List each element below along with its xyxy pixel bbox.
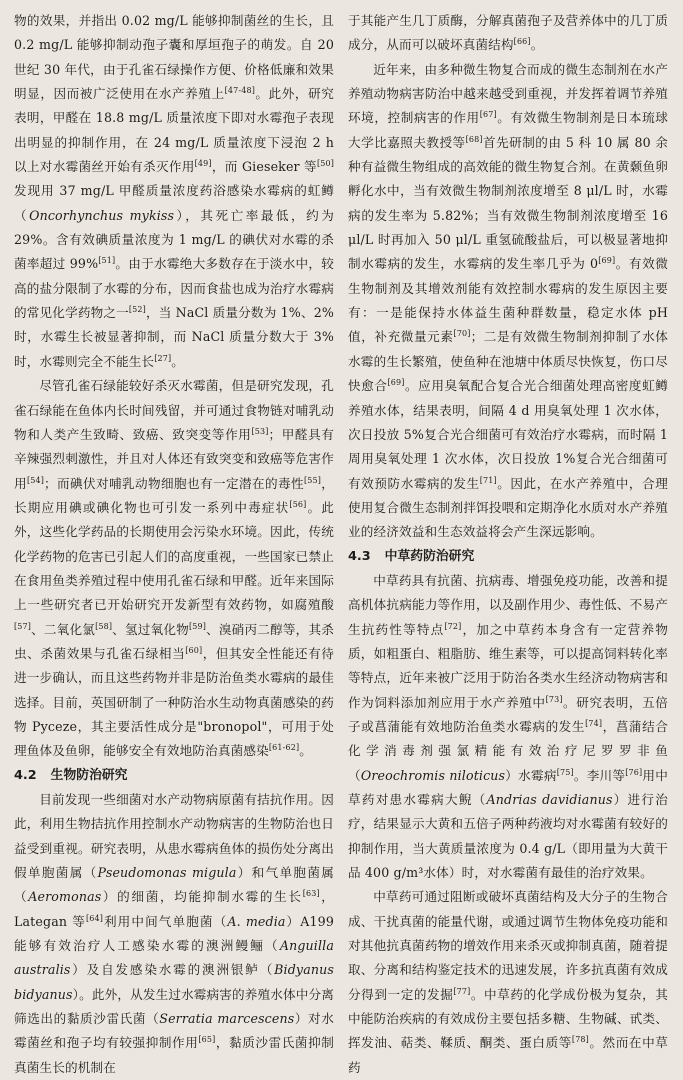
section-heading-4-3	[348, 545, 668, 569]
citation: [55]	[303, 475, 321, 485]
citation: [63]	[302, 889, 320, 899]
section-number: 4.2	[14, 767, 37, 783]
section-title: 中草药防治研究	[384, 548, 475, 564]
species-name: Oreochromis niloticus	[360, 767, 506, 783]
paragraph-chemical-hazards: 尽管孔雀石绿能较好杀灭水霉菌，但是研究发现，孔雀石绿能在鱼体内长时间残留，并可通过食物链对哺乳动物和人类产生致畸、致癌、致突变等作用[53]；甲醛具有辛辣强烈刺激性，并且对人体还有致突变和致癌等危害作用[54]；而碘伏对哺乳动物细胞也有一定潜在的毒性[55]，长期应用碘或碘化物也可引发一系列中毒症状[56]。此外，这些化学药品的长期使用会污染水环境。因此，传统化学药物的危害已引起人们的高度重视，一些国家已禁止在食用鱼类养殖过程中使用孔雀石绿和甲醛。近年来国际上一些研究者已开始研究开发新型有效药物，如腐殖酸[57]、二氧化氯[58]、氢过氧化物[59]、溴硝丙二醇等，其杀虫、杀菌效果与孔雀石绿相当[60]，但其安全性能还有待进一步确认，而且这些药物并非是防治鱼类水霉病的最佳选择。目前，英国研制了一种防治水生动物真菌感染的药物 Pyceze，其主要活性成分是"bronopol"，可用于处理鱼体及鱼卵，能够安全有效地防治真菌感染[61-62]。	[14, 378, 335, 759]
citation: [77]	[453, 986, 471, 996]
citation: [53]	[251, 426, 269, 436]
species-name: Serratia marcescens	[159, 1011, 295, 1027]
citation: [64]	[85, 913, 103, 923]
species-name: Anguilla australis	[14, 938, 334, 978]
citation: [71]	[479, 475, 497, 485]
citation: [60]	[185, 645, 203, 655]
citation: [51]	[98, 256, 116, 266]
citation: [61-62]	[268, 743, 300, 753]
citation: [59]	[188, 621, 207, 631]
citation: [72]	[444, 621, 462, 631]
citation: [75]	[556, 767, 574, 777]
citation: [57]	[14, 621, 32, 631]
left-column	[14, 9, 335, 1075]
citation: [68]	[465, 134, 483, 144]
paragraph-herbal-medicine: 中草药具有抗菌、抗病毒、增强免疫功能，改善和提高机体抗病能力等作用，以及副作用少、毒性低、不易产生抗药性等特点[72]，加之中草药本身含有一定营养物质，如粗蛋白、粗脂肪、维生素等，可以提高饲料转化率等特点，近年来被广泛用于防治各类水生经济动物病害和作为饲料添加剂应用于水产养殖中[73]。研究表明，五倍子或菖蒲能有效地防治鱼类水霉病的发生[74]，菖蒲结合化学消毒剂强氯精能有效治疗尼罗罗非鱼（Oreochromis niloticus）水霉病[75]。李川等[76]用中草药对患水霉病大鲵（Andrias davidianus）进行治疗，结果显示大黄和五倍子两种药液均对水霉菌有较好的抑制作用，当大黄质量浓度为 0.4 g/L（即用量为大黄干品 400 g/m³水体）时，对水霉菌有最佳的治疗效果。	[348, 572, 669, 881]
paragraph-biological-control: 目前发现一些细菌对水产动物病原菌有拮抗作用。因此，利用生物拮抗作用控制水产动物病害的生物防治也日益受到重视。研究表明，从患水霉病鱼体的损伤处分离出假单胞菌属（Pseudomonas migula）和气单胞菌属（Aeromonas）的细菌，均能抑制水霉的生长[63]，Lategan 等[64]利用中间气单胞菌（A. media）A199 能够有效治疗人工感染水霉的澳洲鳗鲡（Anguilla australis）及自发感染水霉的澳洲银鲈（Bidyanus bidyanus）。此外，从发生过水霉病害的养殖水体中分离筛选出的黏质沙雷氏菌（Serratia marcescens）对水霉菌丝和孢子均有较强抑制作用[65]，黏质沙雷氏菌抑制真菌生长的机制在	[14, 792, 335, 1075]
citation: [27]	[154, 353, 172, 363]
citation: [56]	[289, 499, 307, 509]
citation: [66]	[513, 37, 531, 47]
species-name: Aeromonas	[28, 889, 102, 905]
citation: [78]	[571, 1035, 589, 1045]
citation: [74]	[585, 718, 603, 728]
citation: [49]	[194, 158, 212, 168]
species-name: Bidyanus bidyanus	[14, 962, 334, 1002]
right-column	[348, 9, 669, 1075]
citation: [70]	[453, 329, 471, 339]
species-name: A. media	[227, 913, 286, 929]
citation: [69]	[387, 377, 405, 387]
section-title: 生物防治研究	[50, 767, 128, 783]
citation: [67]	[479, 110, 497, 120]
paragraph-chitinase: 于其能产生几丁质酶，分解真菌孢子及营养体中的几丁质成分，从而可以破坏真菌结构[66]。	[348, 13, 668, 53]
citation: [47-48]	[224, 85, 255, 95]
species-name: Oncorhynchus mykiss	[29, 207, 175, 223]
citation: [58]	[95, 621, 113, 631]
citation: [50]	[316, 158, 334, 168]
citation: [54]	[27, 475, 45, 485]
section-heading-4-2	[14, 764, 334, 788]
section-number: 4.3	[348, 548, 371, 564]
citation: [69]	[598, 256, 616, 266]
paragraph-chemical-effects: 物的效果，并指出 0.02 mg/L 能够抑制菌丝的生长，且 0.2 mg/L 能够抑制动孢子囊和厚垣孢子的萌发。自 20 世纪 30 年代，由于孔雀石绿操作方便、价格低廉和效果明显，因而被广泛使用在水产养殖上[47-48]。此外，研究表明，甲醛在 18.8 mg/L 质量浓度下即对水霉孢子表现出明显的抑制作用，在 24 mg/L 质量浓度下浸泡 2 h 以上对水霉菌丝开始有杀灭作用[49]，而 Gieseker 等[50]发现用 37 mg/L 甲醛质量浓度药浴感染水霉病的虹鳟（Oncorhynchus mykiss），其死亡率最低，约为 29%。含有效碘质量浓度为 1 mg/L 的碘伏对水霉的杀菌率超过 99%[51]。由于水霉绝大多数存在于淡水中，较高的盐分限制了水霉的分布，因而食盐也成为治疗水霉病的常见化学药物之一[52]，当 NaCl 质量分数为 1%、2%时，水霉生长被显著抑制，而 NaCl 质量分数大于 3%时，水霉则完全不能生长[27]。	[14, 13, 334, 369]
paragraph-microecological-agents: 近年来，由多种微生物复合而成的微生态制剂在水产养殖动物病害防治中越来越受到重视，并发挥着调节养殖环境，控制病害的作用[67]。有效微生物制剂是日本琉球大学比嘉照夫教授等[68]首先研制的由 5 科 10 属 80 余种有益微生物组成的高效能的微生物复合剂。在黄颡鱼卵孵化水中，当有效微生物制剂浓度增至 8 μl/L 时，水霉病的发生率为 5.82%；当有效微生物制剂浓度增至 16 μl/L 时再加入 50 μl/L 重氢硫酸盐后，可以极显著地抑制水霉病的发生，水霉病的发生率几乎为 0[69]。有效微生物制剂及其增效剂能有效控制水霉病的发生原因主要有：一是能保持水体益生菌种群数量，稳定水体 pH 值，补充微量元素[70]；二是有效微生物制剂抑制了水体水霉的生长繁殖，使鱼种在池塘中体质尽快恢复，伤口尽快愈合[69]。应用臭氧配合复合光合细菌处理高密度虹鳟养殖水体，结果表明，间隔 4 d 用臭氧处理 1 次水体，次日投放 5%复合光合细菌可有效治疗水霉病，而时隔 1 周用臭氧处理 1 次水体，次日投放 1%复合光合细菌可有效预防水霉病的发生[71]。因此，在水产养殖中，合理使用复合微生态制剂拌饵投喂和定期净化水质对水产养殖业的经济效益和生态效益将会产生深远影响。	[348, 61, 669, 540]
citation: [52]	[128, 304, 146, 314]
citation: [73]	[545, 694, 563, 704]
species-name: Pseudomonas migula	[97, 865, 237, 881]
citation: [76]	[625, 767, 643, 777]
species-name: Andrias davidianus	[486, 792, 613, 807]
paragraph-herbal-mechanism: 中草药可通过阻断或破坏真菌结构及大分子的生物合成、干扰真菌的能量代谢，或通过调节生物体免疫功能和对其他抗真菌药物的增效作用来杀灭或抑制真菌，随着提取、分离和结构鉴定技术的迅速发展，许多抗真菌有效成分得到一定的发掘[77]。中草药的化学成份极为复杂，其中能防治疾病的有效成份主要包括多糖、生物碱、甙类、挥发油、萜类、鞣质、酮类、蛋白质等[78]。然而在中草药	[348, 889, 669, 1075]
citation: [65]	[198, 1035, 216, 1045]
